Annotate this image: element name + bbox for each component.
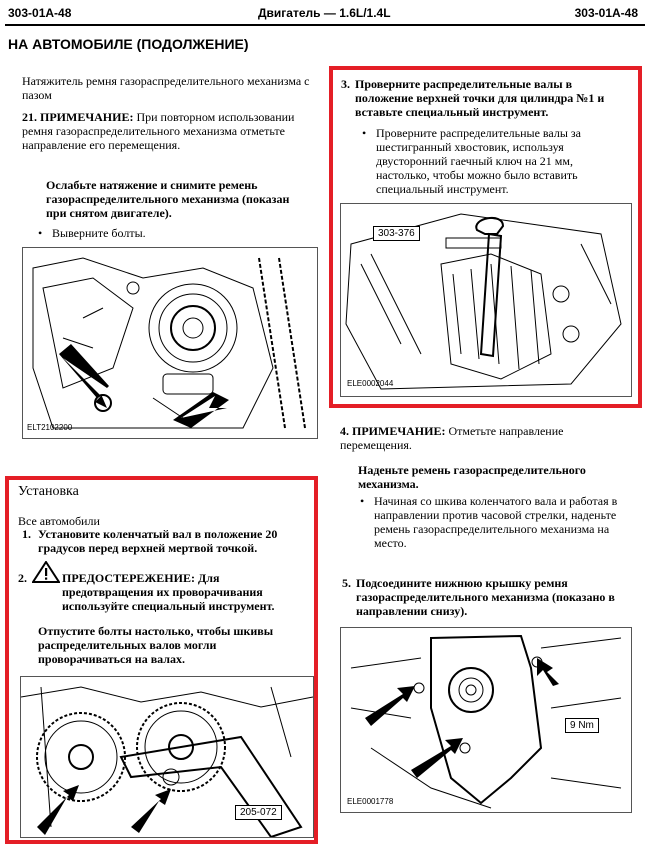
figure-tensioner xyxy=(22,247,318,439)
figure-camshaft-wrench xyxy=(340,203,632,397)
step-4-note: Отметьте направление перемещения. xyxy=(340,424,564,452)
step-4-label: ПРИМЕЧАНИЕ: xyxy=(352,424,446,438)
step-5-number: 5. xyxy=(342,576,351,590)
step-21 xyxy=(22,110,312,152)
step-4-bullet: • Начиная со шкива коленчатого вала и работая в направлении против часовой стрелки, наденьте ремень газораспределительного механизма на место. xyxy=(374,494,622,550)
figure-lower-cover xyxy=(340,627,632,813)
page-number-left: 303-01A-48 xyxy=(8,6,72,20)
torque-callout-9nm: 9 Nm xyxy=(565,718,599,733)
step-21-number: 21. xyxy=(22,110,37,124)
step-1: Установите коленчатый вал в положение 20 градусов перед верхней мертвой точкой. xyxy=(38,527,278,555)
header-rule xyxy=(5,24,645,26)
figure-id-tensioner: ELT2102200 xyxy=(27,423,73,432)
step-21-instruction: Ослабьте натяжение и снимите ремень газораспределительного механизма (показан при снятом двигателе). xyxy=(46,178,290,220)
step-5-instruction: Подсоедините нижнюю крышку ремня газораспределительного механизма (показано в направлении снизу). xyxy=(356,576,615,618)
step-2-number: 2. xyxy=(18,571,27,585)
tensioner-intro: Натяжитель ремня газораспределительного механизма с пазом xyxy=(22,74,310,102)
page-title: НА АВТОМОБИЛЕ (ПОДОЛЖЕНИЕ) xyxy=(8,36,249,52)
header-section-title: Двигатель — 1.6L/1.4L xyxy=(258,6,391,20)
step-4 xyxy=(340,424,630,452)
tensioner-illustration xyxy=(23,248,317,438)
step-3-instruction: Проверните распределительные валы в положение верхней точки для цилиндра №1 и вставьте специальный инструмент. xyxy=(355,77,605,119)
step-2-instruction: Отпустите болты настолько, чтобы шкивы распределительных валов могли проворачиваться на валах. xyxy=(38,624,274,666)
step-3-bullet: • Проверните распределительные валы за шестигранный хвостовик, используя двусторонний гаечный ключ на 21 мм, настолько, чтобы можно было вставить специальный инструмент. xyxy=(376,126,626,196)
step-1-number: 1. xyxy=(22,527,31,541)
installation-subheading: Все автомобили xyxy=(18,514,100,528)
step-21-label: ПРИМЕЧАНИЕ: xyxy=(40,110,134,124)
tool-callout-205-072: 205-072 xyxy=(235,805,282,820)
figure-id-camshaft: ELE0002044 xyxy=(347,379,394,388)
step-4-number: 4. xyxy=(340,424,349,438)
figure-id-lower-cover: ELE0001778 xyxy=(347,797,394,806)
page-number-right: 303-01A-48 xyxy=(574,6,638,20)
figure-camshaft-pulleys xyxy=(20,676,314,838)
warning-icon xyxy=(32,561,60,583)
step-4-instruction: Наденьте ремень газораспределительного механизма. xyxy=(358,463,586,491)
step-21-note: При повторном использовании ремня газораспределительного механизма отметьте направление его перемещения. xyxy=(22,110,295,152)
tool-callout-303-376: 303-376 xyxy=(373,226,420,241)
step-2-caution-text: Для предотвращения их проворачивания используйте специальный инструмент. xyxy=(62,571,275,613)
installation-heading: Установка xyxy=(18,484,79,499)
step-2-caution xyxy=(62,571,310,613)
step-3-number: 3. xyxy=(341,77,350,91)
step-21-bullet: • Выверните болты. xyxy=(52,226,302,240)
step-2-caution-label: ПРЕДОСТЕРЕЖЕНИЕ: xyxy=(62,571,195,585)
